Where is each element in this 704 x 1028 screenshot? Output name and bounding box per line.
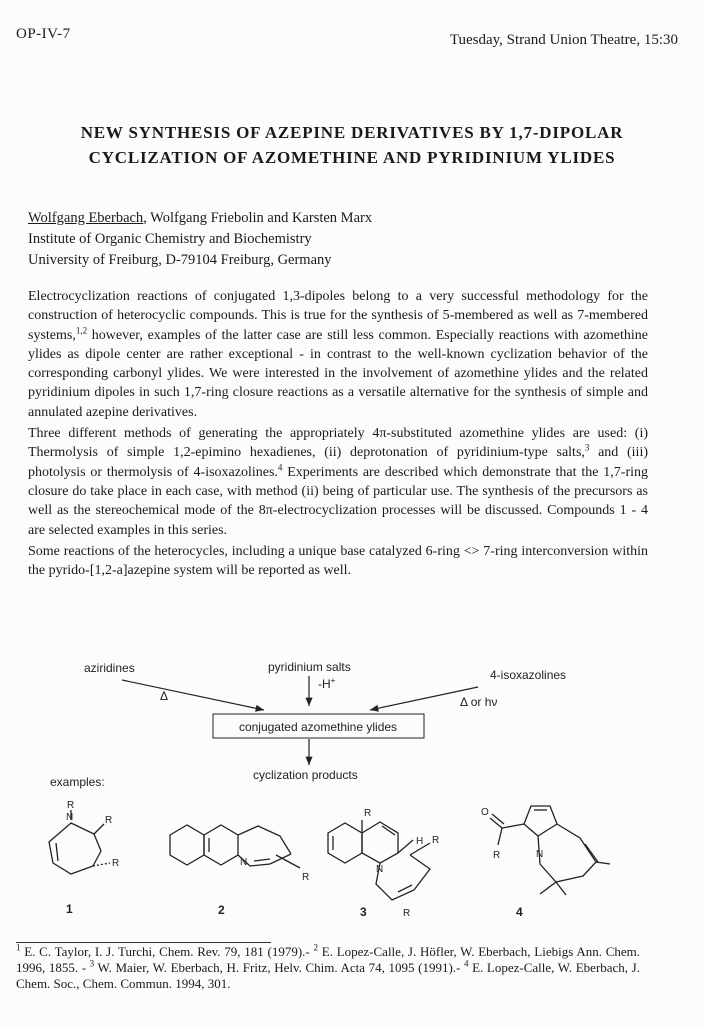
title-line-1: NEW SYNTHESIS OF AZEPINE DERIVATIVES BY 1,7-DIPOLAR [80,123,624,142]
label-examples: examples: [50,775,105,789]
compound-4-n: N [536,849,544,860]
compound-4-number: 4 [516,905,523,919]
compound-1-structure [49,810,113,874]
abstract-p1-text-a: Electrocyclization reactions of conjugated 1,3-dipoles belong to a very successful methodology for the construction of heterocyclic compounds. This is true for the synthesis of 5-membered as well as 7-membered systems, [28,289,648,343]
abstract-paragraph-1 [28,287,648,422]
ref-sup: 3 [89,958,95,969]
abstract-paragraph-3: Some reactions of the heterocycles, including a unique base catalyzed 6-ring <> 7-ring interconversion within the pyrido-[1,2-a]azepine system will be reported as well. [28,543,648,579]
abstract-p2-text-a: Three different methods of generating the appropriately 4π-substituted azomethine ylides are used: (i) Thermolysis of simple 1,2-epimino hexadienes, (ii) deprotonation of pyridinium-type salts, [28,426,648,461]
compound-4-structure [490,806,610,895]
compound-2-r: R [302,872,310,883]
abstract-paragraph-2 [28,424,648,540]
compound-3-r2: R [432,835,440,846]
label-aziridines: aziridines [84,661,135,675]
co-authors: , Wolfgang Friebolin and Karsten Marx [143,210,373,226]
label-isoxazolines: 4-isoxazolines [490,668,567,682]
citation-sup: 1,2 [75,324,88,335]
author-line [28,208,668,229]
ref-sup: 4 [464,958,469,969]
compound-3-number: 3 [360,905,367,919]
compound-3-r3: R [403,908,411,919]
label-pyridinium-salts: pyridinium salts [268,660,351,674]
compound-1-r2: R [105,815,113,826]
paper-title [20,120,684,170]
presenting-author: Wolfgang Eberbach [28,210,144,226]
compound-2-number: 2 [218,903,225,917]
label-delta-or-hv: Δ or hν [460,695,498,709]
compound-2-structure [170,825,300,868]
author-block [28,208,668,271]
footnote-rule [16,942,271,943]
compound-3-h: H [416,836,424,847]
compound-1-r1: R [67,800,75,811]
university: University of Freiburg, D-79104 Freiburg, Germany [28,252,332,268]
label-minus-h: -H+ [318,676,336,691]
citation-sup: 3 [584,442,590,453]
reference-4: E. Lopez-Calle, W. Eberbach, J. Chem. Soc., Chem. Commun. 1994, 301. [16,960,640,991]
ref-sup: 2 [313,942,319,953]
label-cyclization-products: cyclization products [253,768,358,782]
ref-sup: 1 [16,942,21,953]
institute: Institute of Organic Chemistry and Biochemistry [28,231,312,247]
abstract-p2-text-b: and (iii) photolysis or thermolysis of 4-isoxazolines. [28,445,648,480]
label-delta: Δ [160,689,169,703]
compound-4-r: R [493,850,501,861]
compound-3-n: N [376,864,384,875]
reaction-scheme [0,650,704,940]
title-line-2: CYCLIZATION OF AZOMETHINE AND PYRIDINIUM YLIDES [88,148,616,167]
citation-sup: 4 [277,462,283,473]
box-label: conjugated azomethine ylides [238,720,398,734]
abstract-p2-text-c: Experiments are described which demonstrate that the 1,7-ring closure do take place in each case, with method (ii) being of particular use. The synthesis of the precursors as well as the stereochemical mode of the 8π-electrocyclization processes will be discussed. Compounds 1 - 4 are selected examples in this series. [28,464,649,538]
compound-1-n: N [66,812,74,823]
session-time-location: Tuesday, Strand Union Theatre, 15:30 [449,32,678,48]
reference-2: E. Lopez-Calle, J. Höfler, W. Eberbach, Liebigs Ann. Chem. 1996, 1855. - [16,944,640,975]
reference-3: W. Maier, W. Eberbach, H. Fritz, Helv. Chim. Acta 74, 1095 (1991).- [94,960,464,975]
compound-2-n: N [240,857,248,868]
compound-1-r3: R [112,858,120,869]
compound-4-o: O [481,807,489,818]
compound-1-number: 1 [66,902,73,916]
session-code: OP-IV-7 [16,26,71,42]
abstract-p1-text-b: however, examples of the latter case are still less common. Especially reactions with azomethine ylides as dipole center are rather exceptional - in contrast to the well-known cyclization behavior of the corresponding carbonyl ylides. We were interested in the involvement of azomethine ylides and the related pyridinium dipoles in such 1,7-ring closure reactions as a versatile alternative for the synthesis of simple and annulated azepine derivatives. [28,327,648,420]
arrow-aziridines [122,680,264,710]
reference-1: E. C. Taylor, I. J. Turchi, Chem. Rev. 79, 181 (1979).- [20,944,314,959]
references [16,944,640,992]
abstract [28,287,648,582]
compound-3-structure [328,820,430,900]
compound-3-r1: R [364,808,372,819]
